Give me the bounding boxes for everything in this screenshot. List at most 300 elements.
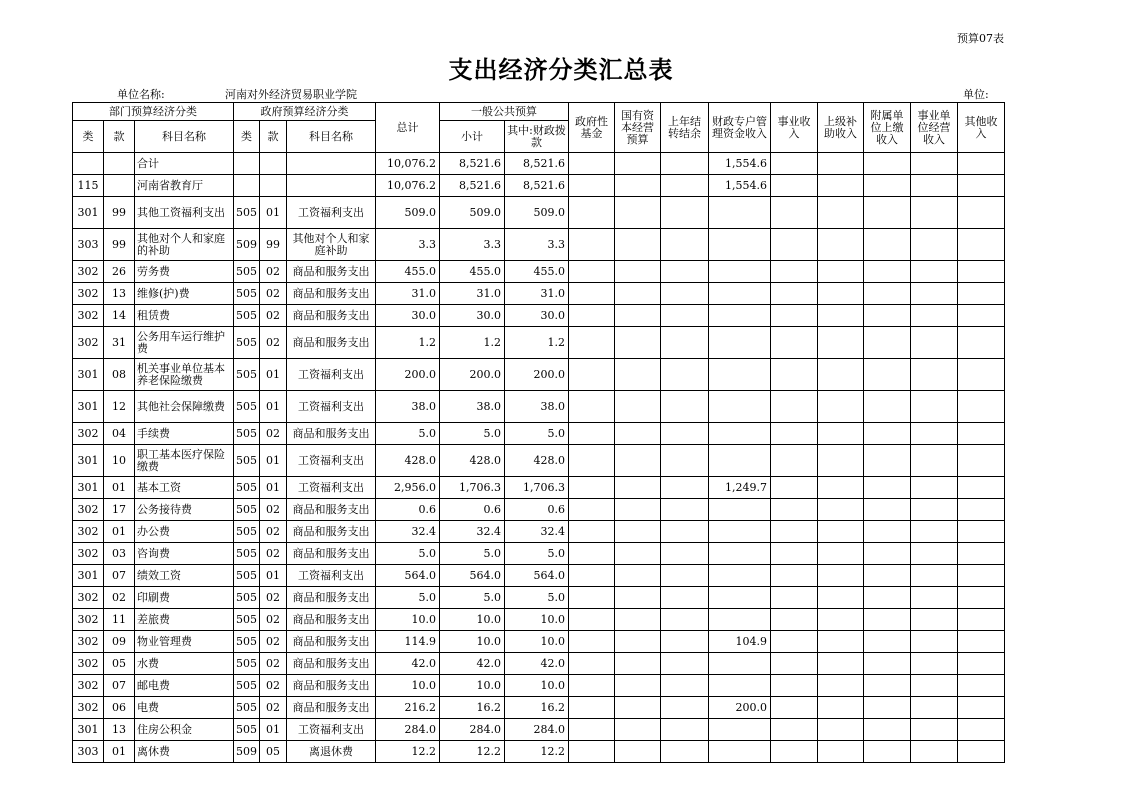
row-kuan: 02 bbox=[104, 587, 135, 609]
row-special-fund bbox=[709, 609, 771, 631]
row-gov-fund bbox=[569, 261, 615, 283]
row-fiscal: 31.0 bbox=[505, 283, 569, 305]
row-total: 114.9 bbox=[376, 631, 440, 653]
row-other bbox=[958, 477, 1005, 499]
row-gov-lei bbox=[234, 153, 260, 175]
row-subject-name: 水费 bbox=[135, 653, 234, 675]
row-lei: 302 bbox=[73, 675, 104, 697]
row-fiscal: 30.0 bbox=[505, 305, 569, 327]
row-subtotal: 5.0 bbox=[440, 543, 505, 565]
row-gov-lei: 505 bbox=[234, 283, 260, 305]
header-gov-fund: 政府性基金 bbox=[569, 103, 615, 153]
table-row bbox=[73, 499, 1005, 521]
row-special-fund bbox=[709, 197, 771, 229]
row-kuan: 26 bbox=[104, 261, 135, 283]
row-special-fund bbox=[709, 423, 771, 445]
row-business-income bbox=[771, 153, 818, 175]
row-subject-name: 公务用车运行维护费 bbox=[135, 327, 234, 359]
table-row bbox=[73, 153, 1005, 175]
row-operating bbox=[911, 521, 958, 543]
row-special-fund bbox=[709, 675, 771, 697]
header-general-group: 一般公共预算 bbox=[440, 103, 569, 121]
row-gov-fund bbox=[569, 175, 615, 197]
row-subject-name: 印刷费 bbox=[135, 587, 234, 609]
row-carryover bbox=[661, 675, 709, 697]
header-superior-subsidy: 上级补助收入 bbox=[818, 103, 864, 153]
row-gov-subject-name: 商品和服务支出 bbox=[287, 521, 376, 543]
row-operating bbox=[911, 391, 958, 423]
row-kuan: 99 bbox=[104, 229, 135, 261]
row-special-fund: 1,554.6 bbox=[709, 153, 771, 175]
row-superior-subsidy bbox=[818, 305, 864, 327]
row-subject-name: 住房公积金 bbox=[135, 719, 234, 741]
row-fiscal: 509.0 bbox=[505, 197, 569, 229]
row-gov-subject-name: 工资福利支出 bbox=[287, 477, 376, 499]
row-operating bbox=[911, 631, 958, 653]
header-kuan: 款 bbox=[104, 121, 135, 153]
row-other bbox=[958, 261, 1005, 283]
header-carryover: 上年结转结余 bbox=[661, 103, 709, 153]
row-gov-kuan: 02 bbox=[260, 521, 287, 543]
row-state-capital bbox=[615, 631, 661, 653]
row-subtotal: 1,706.3 bbox=[440, 477, 505, 499]
row-gov-kuan: 01 bbox=[260, 445, 287, 477]
row-other bbox=[958, 631, 1005, 653]
row-carryover bbox=[661, 697, 709, 719]
row-lei: 301 bbox=[73, 719, 104, 741]
row-total: 10.0 bbox=[376, 609, 440, 631]
row-affiliated bbox=[864, 445, 911, 477]
row-carryover bbox=[661, 153, 709, 175]
row-gov-lei: 505 bbox=[234, 631, 260, 653]
row-special-fund bbox=[709, 327, 771, 359]
row-gov-fund bbox=[569, 283, 615, 305]
row-gov-lei: 505 bbox=[234, 305, 260, 327]
row-affiliated bbox=[864, 631, 911, 653]
row-state-capital bbox=[615, 153, 661, 175]
row-gov-subject-name: 工资福利支出 bbox=[287, 197, 376, 229]
row-gov-lei: 505 bbox=[234, 327, 260, 359]
row-total: 428.0 bbox=[376, 445, 440, 477]
row-state-capital bbox=[615, 499, 661, 521]
header-business-income: 事业收入 bbox=[771, 103, 818, 153]
row-total: 10,076.2 bbox=[376, 175, 440, 197]
row-operating bbox=[911, 697, 958, 719]
row-fiscal: 3.3 bbox=[505, 229, 569, 261]
row-total: 5.0 bbox=[376, 423, 440, 445]
row-state-capital bbox=[615, 391, 661, 423]
row-special-fund bbox=[709, 521, 771, 543]
row-gov-lei: 505 bbox=[234, 697, 260, 719]
row-business-income bbox=[771, 609, 818, 631]
row-state-capital bbox=[615, 261, 661, 283]
row-total: 216.2 bbox=[376, 697, 440, 719]
row-business-income bbox=[771, 327, 818, 359]
row-special-fund: 1,554.6 bbox=[709, 175, 771, 197]
row-gov-lei: 505 bbox=[234, 675, 260, 697]
row-gov-subject-name bbox=[287, 175, 376, 197]
row-operating bbox=[911, 675, 958, 697]
row-business-income bbox=[771, 359, 818, 391]
row-state-capital bbox=[615, 283, 661, 305]
row-business-income bbox=[771, 675, 818, 697]
row-special-fund bbox=[709, 543, 771, 565]
row-total: 455.0 bbox=[376, 261, 440, 283]
row-lei: 302 bbox=[73, 543, 104, 565]
header-gov-kuan: 款 bbox=[260, 121, 287, 153]
row-subject-name: 其他对个人和家庭的补助 bbox=[135, 229, 234, 261]
row-gov-subject-name: 商品和服务支出 bbox=[287, 587, 376, 609]
row-other bbox=[958, 175, 1005, 197]
row-total: 1.2 bbox=[376, 327, 440, 359]
row-total: 5.0 bbox=[376, 587, 440, 609]
row-fiscal: 8,521.6 bbox=[505, 175, 569, 197]
row-total: 31.0 bbox=[376, 283, 440, 305]
row-superior-subsidy bbox=[818, 653, 864, 675]
row-special-fund bbox=[709, 653, 771, 675]
row-kuan: 13 bbox=[104, 283, 135, 305]
row-gov-fund bbox=[569, 197, 615, 229]
row-total: 42.0 bbox=[376, 653, 440, 675]
row-carryover bbox=[661, 477, 709, 499]
row-kuan: 04 bbox=[104, 423, 135, 445]
row-other bbox=[958, 587, 1005, 609]
row-gov-subject-name: 商品和服务支出 bbox=[287, 609, 376, 631]
row-affiliated bbox=[864, 477, 911, 499]
row-superior-subsidy bbox=[818, 445, 864, 477]
row-total: 12.2 bbox=[376, 741, 440, 763]
unit-label: 单位: bbox=[963, 88, 989, 101]
row-lei: 301 bbox=[73, 565, 104, 587]
row-fiscal: 200.0 bbox=[505, 359, 569, 391]
row-fiscal: 32.4 bbox=[505, 521, 569, 543]
header-dept-group: 部门预算经济分类 bbox=[73, 103, 234, 121]
row-gov-lei: 505 bbox=[234, 521, 260, 543]
row-subtotal: 564.0 bbox=[440, 565, 505, 587]
row-gov-fund bbox=[569, 719, 615, 741]
row-gov-subject-name: 工资福利支出 bbox=[287, 359, 376, 391]
row-carryover bbox=[661, 521, 709, 543]
row-fiscal: 564.0 bbox=[505, 565, 569, 587]
table-row bbox=[73, 445, 1005, 477]
row-gov-subject-name: 商品和服务支出 bbox=[287, 631, 376, 653]
row-special-fund bbox=[709, 741, 771, 763]
table-row bbox=[73, 697, 1005, 719]
row-other bbox=[958, 653, 1005, 675]
row-gov-subject-name: 商品和服务支出 bbox=[287, 697, 376, 719]
row-subject-name: 办公费 bbox=[135, 521, 234, 543]
row-gov-fund bbox=[569, 477, 615, 499]
row-gov-kuan: 01 bbox=[260, 719, 287, 741]
row-affiliated bbox=[864, 653, 911, 675]
row-gov-kuan: 02 bbox=[260, 587, 287, 609]
row-affiliated bbox=[864, 565, 911, 587]
row-gov-kuan: 02 bbox=[260, 675, 287, 697]
row-carryover bbox=[661, 631, 709, 653]
row-other bbox=[958, 697, 1005, 719]
row-subtotal: 12.2 bbox=[440, 741, 505, 763]
row-gov-kuan: 02 bbox=[260, 327, 287, 359]
row-gov-kuan: 01 bbox=[260, 391, 287, 423]
row-gov-subject-name: 商品和服务支出 bbox=[287, 305, 376, 327]
table-row bbox=[73, 675, 1005, 697]
row-subject-name: 劳务费 bbox=[135, 261, 234, 283]
table-row bbox=[73, 543, 1005, 565]
row-kuan bbox=[104, 153, 135, 175]
row-business-income bbox=[771, 697, 818, 719]
row-kuan: 09 bbox=[104, 631, 135, 653]
row-special-fund bbox=[709, 261, 771, 283]
row-fiscal: 42.0 bbox=[505, 653, 569, 675]
row-affiliated bbox=[864, 197, 911, 229]
row-lei: 301 bbox=[73, 445, 104, 477]
row-gov-lei: 505 bbox=[234, 197, 260, 229]
row-business-income bbox=[771, 477, 818, 499]
row-subtotal: 16.2 bbox=[440, 697, 505, 719]
row-carryover bbox=[661, 445, 709, 477]
row-subject-name: 职工基本医疗保险缴费 bbox=[135, 445, 234, 477]
row-gov-fund bbox=[569, 327, 615, 359]
row-gov-fund bbox=[569, 543, 615, 565]
row-kuan: 11 bbox=[104, 609, 135, 631]
row-operating bbox=[911, 305, 958, 327]
row-gov-lei: 505 bbox=[234, 719, 260, 741]
row-affiliated bbox=[864, 697, 911, 719]
row-other bbox=[958, 499, 1005, 521]
row-gov-kuan: 02 bbox=[260, 631, 287, 653]
row-total: 10.0 bbox=[376, 675, 440, 697]
row-gov-kuan: 99 bbox=[260, 229, 287, 261]
row-gov-subject-name: 其他对个人和家庭补助 bbox=[287, 229, 376, 261]
header-special-fund: 财政专户管理资金收入 bbox=[709, 103, 771, 153]
row-lei: 302 bbox=[73, 283, 104, 305]
page-title: 支出经济分类汇总表 bbox=[448, 56, 674, 84]
row-special-fund: 104.9 bbox=[709, 631, 771, 653]
row-fiscal: 10.0 bbox=[505, 631, 569, 653]
row-kuan: 99 bbox=[104, 197, 135, 229]
row-affiliated bbox=[864, 609, 911, 631]
row-operating bbox=[911, 229, 958, 261]
row-gov-lei: 505 bbox=[234, 543, 260, 565]
table-row bbox=[73, 283, 1005, 305]
row-fiscal: 455.0 bbox=[505, 261, 569, 283]
row-gov-lei: 505 bbox=[234, 423, 260, 445]
row-subtotal: 1.2 bbox=[440, 327, 505, 359]
row-operating bbox=[911, 327, 958, 359]
row-business-income bbox=[771, 197, 818, 229]
row-total: 10,076.2 bbox=[376, 153, 440, 175]
row-gov-kuan: 05 bbox=[260, 741, 287, 763]
row-other bbox=[958, 327, 1005, 359]
row-kuan: 03 bbox=[104, 543, 135, 565]
row-total: 5.0 bbox=[376, 543, 440, 565]
row-subject-name: 河南省教育厅 bbox=[135, 175, 234, 197]
row-business-income bbox=[771, 543, 818, 565]
row-gov-kuan: 02 bbox=[260, 543, 287, 565]
row-other bbox=[958, 675, 1005, 697]
row-gov-subject-name: 商品和服务支出 bbox=[287, 543, 376, 565]
row-business-income bbox=[771, 653, 818, 675]
row-other bbox=[958, 153, 1005, 175]
row-operating bbox=[911, 359, 958, 391]
row-gov-fund bbox=[569, 587, 615, 609]
row-subtotal: 3.3 bbox=[440, 229, 505, 261]
row-subtotal: 5.0 bbox=[440, 587, 505, 609]
table-row bbox=[73, 423, 1005, 445]
header-state-capital: 国有资本经营预算 bbox=[615, 103, 661, 153]
row-superior-subsidy bbox=[818, 587, 864, 609]
row-subtotal: 10.0 bbox=[440, 631, 505, 653]
table-row bbox=[73, 261, 1005, 283]
row-kuan: 12 bbox=[104, 391, 135, 423]
row-total: 284.0 bbox=[376, 719, 440, 741]
row-state-capital bbox=[615, 587, 661, 609]
row-subtotal: 509.0 bbox=[440, 197, 505, 229]
row-subject-name: 其他工资福利支出 bbox=[135, 197, 234, 229]
row-special-fund bbox=[709, 305, 771, 327]
table-row bbox=[73, 327, 1005, 359]
row-lei bbox=[73, 153, 104, 175]
row-state-capital bbox=[615, 565, 661, 587]
row-superior-subsidy bbox=[818, 609, 864, 631]
row-operating bbox=[911, 499, 958, 521]
row-operating bbox=[911, 719, 958, 741]
row-business-income bbox=[771, 587, 818, 609]
row-kuan: 01 bbox=[104, 477, 135, 499]
row-business-income bbox=[771, 391, 818, 423]
row-total: 0.6 bbox=[376, 499, 440, 521]
row-gov-lei: 505 bbox=[234, 445, 260, 477]
row-gov-kuan: 02 bbox=[260, 305, 287, 327]
row-lei: 302 bbox=[73, 697, 104, 719]
row-fiscal: 0.6 bbox=[505, 499, 569, 521]
row-gov-subject-name: 离退休费 bbox=[287, 741, 376, 763]
row-gov-kuan: 02 bbox=[260, 697, 287, 719]
row-gov-fund bbox=[569, 499, 615, 521]
row-superior-subsidy bbox=[818, 283, 864, 305]
row-gov-kuan: 02 bbox=[260, 261, 287, 283]
row-affiliated bbox=[864, 521, 911, 543]
row-lei: 301 bbox=[73, 477, 104, 499]
row-gov-fund bbox=[569, 741, 615, 763]
row-special-fund bbox=[709, 445, 771, 477]
row-state-capital bbox=[615, 477, 661, 499]
row-gov-kuan bbox=[260, 153, 287, 175]
row-gov-fund bbox=[569, 445, 615, 477]
row-superior-subsidy bbox=[818, 391, 864, 423]
row-gov-subject-name: 工资福利支出 bbox=[287, 719, 376, 741]
row-other bbox=[958, 423, 1005, 445]
table-row bbox=[73, 197, 1005, 229]
row-operating bbox=[911, 609, 958, 631]
row-kuan: 17 bbox=[104, 499, 135, 521]
row-fiscal: 5.0 bbox=[505, 587, 569, 609]
table-row bbox=[73, 305, 1005, 327]
row-superior-subsidy bbox=[818, 175, 864, 197]
row-carryover bbox=[661, 719, 709, 741]
row-subtotal: 10.0 bbox=[440, 609, 505, 631]
row-operating bbox=[911, 565, 958, 587]
row-kuan: 08 bbox=[104, 359, 135, 391]
expenditure-table bbox=[72, 102, 1005, 763]
row-special-fund: 1,249.7 bbox=[709, 477, 771, 499]
row-gov-subject-name: 商品和服务支出 bbox=[287, 423, 376, 445]
row-subtotal: 38.0 bbox=[440, 391, 505, 423]
row-lei: 302 bbox=[73, 261, 104, 283]
row-affiliated bbox=[864, 359, 911, 391]
row-gov-fund bbox=[569, 391, 615, 423]
row-gov-lei: 505 bbox=[234, 565, 260, 587]
row-gov-fund bbox=[569, 359, 615, 391]
row-total: 200.0 bbox=[376, 359, 440, 391]
row-operating bbox=[911, 423, 958, 445]
table-row bbox=[73, 741, 1005, 763]
row-gov-subject-name: 商品和服务支出 bbox=[287, 261, 376, 283]
row-carryover bbox=[661, 175, 709, 197]
row-subject-name: 绩效工资 bbox=[135, 565, 234, 587]
row-subject-name: 维修(护)费 bbox=[135, 283, 234, 305]
table-row bbox=[73, 719, 1005, 741]
row-lei: 302 bbox=[73, 499, 104, 521]
row-business-income bbox=[771, 423, 818, 445]
unit-name-value: 河南对外经济贸易职业学院 bbox=[225, 88, 357, 101]
row-gov-fund bbox=[569, 305, 615, 327]
row-carryover bbox=[661, 197, 709, 229]
row-operating bbox=[911, 175, 958, 197]
row-gov-fund bbox=[569, 609, 615, 631]
row-gov-subject-name bbox=[287, 153, 376, 175]
row-kuan bbox=[104, 175, 135, 197]
row-other bbox=[958, 741, 1005, 763]
row-state-capital bbox=[615, 719, 661, 741]
row-state-capital bbox=[615, 229, 661, 261]
table-row bbox=[73, 477, 1005, 499]
row-gov-subject-name: 商品和服务支出 bbox=[287, 283, 376, 305]
row-superior-subsidy bbox=[818, 477, 864, 499]
row-operating bbox=[911, 543, 958, 565]
row-fiscal: 8,521.6 bbox=[505, 153, 569, 175]
row-subject-name: 机关事业单位基本养老保险缴费 bbox=[135, 359, 234, 391]
row-gov-kuan: 01 bbox=[260, 477, 287, 499]
row-affiliated bbox=[864, 391, 911, 423]
row-special-fund bbox=[709, 587, 771, 609]
row-gov-lei: 505 bbox=[234, 609, 260, 631]
row-superior-subsidy bbox=[818, 229, 864, 261]
row-affiliated bbox=[864, 719, 911, 741]
row-other bbox=[958, 229, 1005, 261]
row-subject-name: 差旅费 bbox=[135, 609, 234, 631]
row-superior-subsidy bbox=[818, 631, 864, 653]
row-affiliated bbox=[864, 499, 911, 521]
row-business-income bbox=[771, 719, 818, 741]
form-code: 预算07表 bbox=[957, 32, 1004, 45]
header-subtotal: 小计 bbox=[440, 121, 505, 153]
row-gov-kuan: 02 bbox=[260, 653, 287, 675]
row-superior-subsidy bbox=[818, 675, 864, 697]
row-subtotal: 30.0 bbox=[440, 305, 505, 327]
row-gov-lei: 505 bbox=[234, 587, 260, 609]
row-affiliated bbox=[864, 587, 911, 609]
row-gov-lei: 505 bbox=[234, 391, 260, 423]
row-business-income bbox=[771, 305, 818, 327]
row-kuan: 07 bbox=[104, 675, 135, 697]
row-lei: 115 bbox=[73, 175, 104, 197]
row-subtotal: 8,521.6 bbox=[440, 153, 505, 175]
row-kuan: 10 bbox=[104, 445, 135, 477]
header-affiliated: 附属单位上缴收入 bbox=[864, 103, 911, 153]
row-superior-subsidy bbox=[818, 697, 864, 719]
row-subtotal: 284.0 bbox=[440, 719, 505, 741]
